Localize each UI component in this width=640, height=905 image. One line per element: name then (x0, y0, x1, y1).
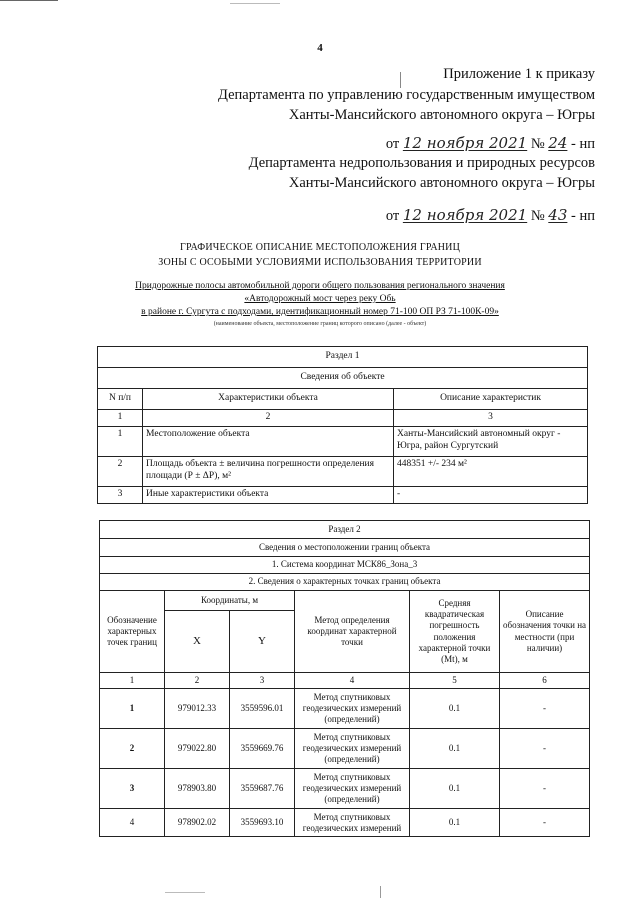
point-y: 3559669.76 (230, 729, 295, 769)
col-header-point-description: Описание обозначения точки на местности (при наличии) (500, 591, 590, 673)
row-number: 2 (98, 456, 143, 486)
ref-prefix: от (385, 208, 400, 224)
point-x: 978902.02 (165, 809, 230, 837)
point-method: Метод спутниковых геодезических измерений (определений) (295, 769, 410, 809)
order-ref-2 (386, 206, 595, 225)
header-line-5: Ханты-Мансийского автономного округа – Югры (288, 175, 595, 191)
point-id: 4 (100, 809, 165, 837)
ref-suffix: - нп (571, 136, 595, 152)
scan-mark (0, 0, 58, 1)
row-characteristic: Площадь объекта ± величина погрешности определения площади (Р ± ΔР), м² (143, 456, 394, 486)
header-line-2: Департамента по управлению государственным имуществом (218, 87, 595, 103)
table-row (100, 809, 590, 837)
point-x: 979022.80 (165, 729, 230, 769)
point-x: 979012.33 (165, 689, 230, 729)
header-line-4: Департамента недропользования и природных ресурсов (248, 155, 595, 171)
row-number: 1 (98, 426, 143, 456)
handwritten-number: 24 (548, 134, 568, 152)
section-2-title: Раздел 2 (100, 521, 590, 539)
scan-mark (165, 892, 205, 893)
header-line-3: Ханты-Мансийского автономного округа – Югры (288, 107, 595, 123)
point-accuracy: 0.1 (410, 689, 500, 729)
document-title-line-2: ЗОНЫ С ОСОБЫМИ УСЛОВИЯМИ ИСПОЛЬЗОВАНИЯ ТЕРРИТОРИИ (158, 257, 482, 268)
object-name-line-1: Придорожные полосы автомобильной дороги общего пользования регионального значения (135, 281, 505, 291)
table-row (98, 486, 588, 503)
point-x: 978903.80 (165, 769, 230, 809)
points-title: 2. Сведения о характерных точках границ объекта (100, 574, 590, 591)
col-number: 4 (295, 673, 410, 689)
header-line-1: Приложение 1 к приказу (443, 66, 595, 82)
point-id: 1 (100, 689, 165, 729)
point-description: - (500, 689, 590, 729)
col-header-method: Метод определения координат характерной точки (295, 591, 410, 673)
row-description: - (394, 486, 588, 503)
ref-number-label: № (530, 208, 545, 224)
point-id: 2 (100, 729, 165, 769)
ref-number-label: № (530, 136, 545, 152)
handwritten-number: 43 (548, 206, 568, 224)
object-caption: (наименование объекта, местоположение границ которого описано (далее - объект) (213, 321, 427, 327)
point-y: 3559596.01 (230, 689, 295, 729)
section-1-subtitle: Сведения об объекте (98, 368, 588, 389)
point-description: - (500, 729, 590, 769)
section-1-title: Раздел 1 (98, 347, 588, 368)
row-characteristic: Иные характеристики объекта (143, 486, 394, 503)
table-row (100, 729, 590, 769)
object-name-line-3: в районе г. Сургута с подходами, идентификационный номер 71-100 ОП РЗ 71-100К-09» (141, 307, 499, 317)
col-number: 1 (100, 673, 165, 689)
table-row (100, 769, 590, 809)
table-row (100, 689, 590, 729)
row-characteristic: Местоположение объекта (143, 426, 394, 456)
col-number: 3 (394, 410, 588, 427)
point-accuracy: 0.1 (410, 809, 500, 837)
section-2-subtitle: Сведения о местоположении границ объекта (100, 539, 590, 557)
order-ref-1 (386, 134, 595, 153)
col-number: 2 (165, 673, 230, 689)
point-method: Метод спутниковых геодезических измерений (определений) (295, 689, 410, 729)
col-header-characteristic: Характеристики объекта (143, 389, 394, 410)
col-number: 1 (98, 410, 143, 427)
point-accuracy: 0.1 (410, 729, 500, 769)
col-header-designation: Обозначение характерных точек границ (100, 591, 165, 673)
section-1-table (97, 346, 588, 504)
point-method: Метод спутниковых геодезических измерений (295, 809, 410, 837)
row-description: Ханты-Мансийский автономный округ - Югра, район Сургутский (394, 426, 588, 456)
point-y: 3559687.76 (230, 769, 295, 809)
point-description: - (500, 809, 590, 837)
handwritten-date: 12 ноября 2021 (402, 134, 528, 152)
col-header-description: Описание характеристик (394, 389, 588, 410)
object-name-line-2: «Автодорожный мост через реку Обь (244, 294, 396, 304)
col-header-coordinates: Координаты, м (165, 591, 295, 611)
document-title-line-1: ГРАФИЧЕСКОЕ ОПИСАНИЕ МЕСТОПОЛОЖЕНИЯ ГРАНИЦ (179, 242, 461, 253)
col-header-x: X (165, 611, 230, 673)
col-header-number: N п/п (98, 389, 143, 410)
page-number: 4 (317, 42, 323, 54)
point-id: 3 (100, 769, 165, 809)
col-header-accuracy: Средняя квадратическая погрешность положения характерной точки (Мt), м (410, 591, 500, 673)
col-number: 2 (143, 410, 394, 427)
ref-suffix: - нп (571, 208, 595, 224)
point-accuracy: 0.1 (410, 769, 500, 809)
ref-prefix: от (385, 136, 400, 152)
row-description: 448351 +/- 234 м² (394, 456, 588, 486)
scan-mark (400, 72, 401, 88)
table-row (98, 456, 588, 486)
col-number: 3 (230, 673, 295, 689)
col-header-y: Y (230, 611, 295, 673)
col-number: 5 (410, 673, 500, 689)
col-number: 6 (500, 673, 590, 689)
handwritten-date: 12 ноября 2021 (402, 206, 528, 224)
scan-mark (380, 886, 381, 898)
point-method: Метод спутниковых геодезических измерений (определений) (295, 729, 410, 769)
coordinate-system: 1. Система координат МСК86_Зона_3 (100, 557, 590, 574)
section-2-table (99, 520, 590, 837)
scan-mark (230, 3, 280, 4)
table-row (98, 426, 588, 456)
row-number: 3 (98, 486, 143, 503)
point-description: - (500, 769, 590, 809)
point-y: 3559693.10 (230, 809, 295, 837)
